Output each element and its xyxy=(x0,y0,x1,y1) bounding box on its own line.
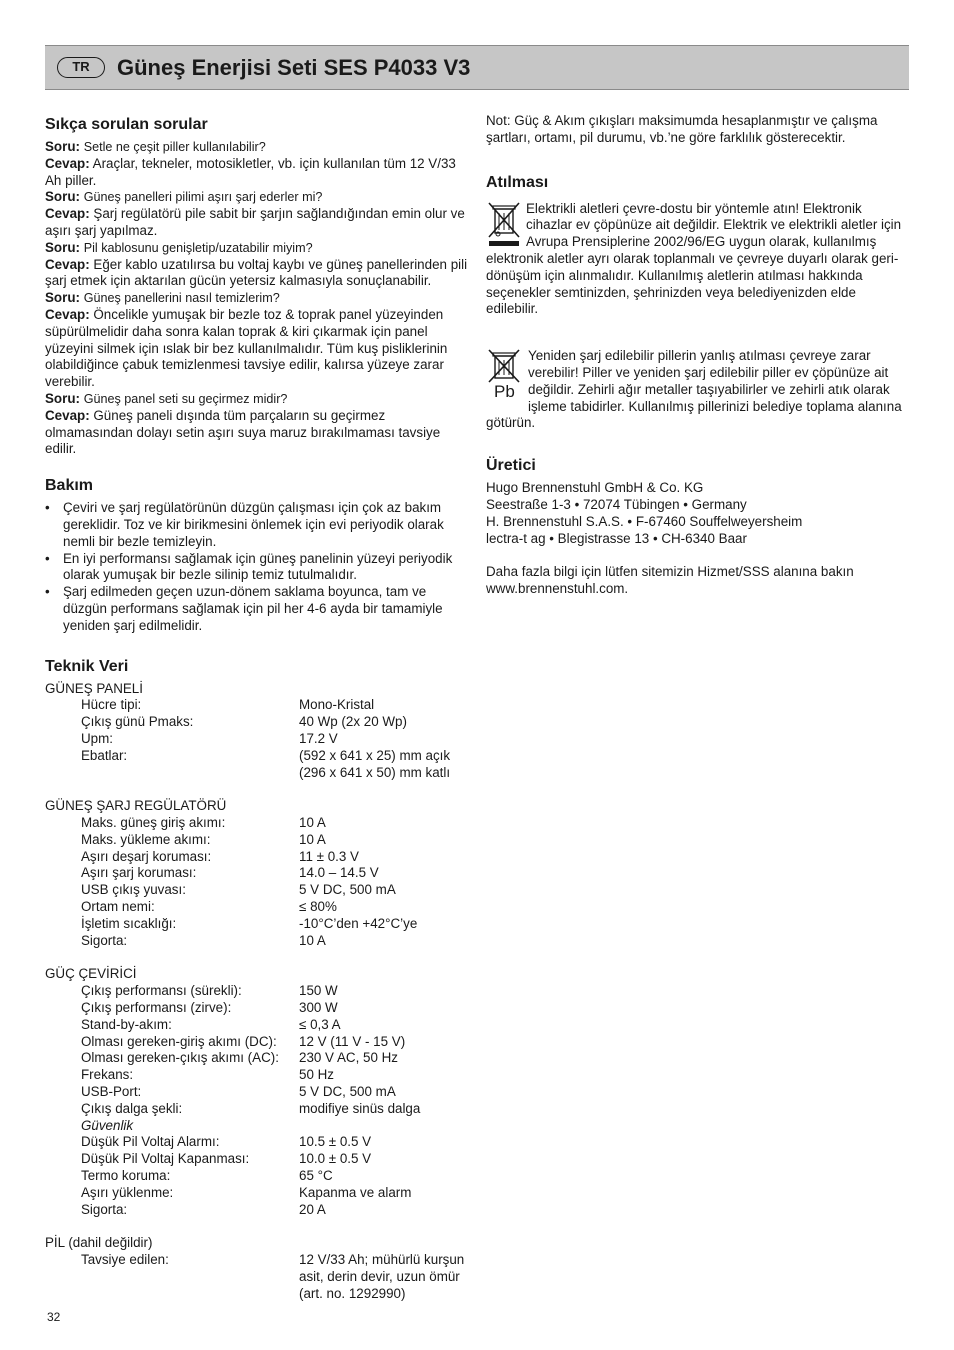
spec-row xyxy=(45,731,470,748)
faq-heading: Sıkça sorulan sorular xyxy=(45,116,208,133)
question-label: Soru: xyxy=(45,189,80,205)
spec-value: Kapanma ve alarm xyxy=(299,1184,412,1200)
spec-row xyxy=(45,832,470,849)
faq-question xyxy=(45,290,470,307)
spec-row xyxy=(45,1252,470,1302)
spec-value: ≤ 80% xyxy=(299,899,337,915)
spec-key: Olması gereken-çıkış akımı (AC): xyxy=(81,1050,279,1066)
spec-value: 10 A xyxy=(299,831,326,847)
more-info-text: Daha fazla bilgi için lütfen sitemizin Hizmet/SSS alanına bakın www.brennenstuhl.com. xyxy=(486,564,854,597)
answer-text: Araçlar, tekneler, motosikletler, vb. için kullanılan tüm 12 V/33 Ah piller. xyxy=(45,155,456,188)
spec-value: 5 V DC, 500 mA xyxy=(299,882,396,898)
spec-value: Mono-Kristal xyxy=(299,697,375,713)
spec-value: 20 A xyxy=(299,1201,326,1217)
answer-label: Cevap: xyxy=(45,407,90,423)
spec-row xyxy=(45,1101,470,1118)
spec-row xyxy=(45,1202,470,1219)
tech-heading: Teknik Veri xyxy=(45,657,129,675)
spec-key: Termo koruma: xyxy=(81,1168,171,1184)
spec-key: Aşırı yüklenme: xyxy=(81,1184,174,1200)
spec-value: 10 A xyxy=(299,815,326,831)
spec-value: 12 V/33 Ah; mühürlü kurşun asit, derin devir, uzun ömür (art. no. 1292990) xyxy=(299,1252,465,1301)
answer-text: Öncelikle yumuşak bir bezle toz & toprak panel yüzeyinden süpürülmelidir daha sonra kalan toprak & kiri çıkarmak için panel yüzeyini silmek için ıslak bir bez kullanılmalıdır. Tüm kuş pisliklerinin olabildiğince çabuk temizlenmesi tavsiye edilir, kalırsa yüzeye zarar verebilir. xyxy=(45,306,448,390)
faq-answer xyxy=(45,156,470,190)
spec-key xyxy=(45,765,299,782)
spec-row xyxy=(45,983,470,1000)
question-label: Soru: xyxy=(45,390,80,406)
manufacturer-address xyxy=(486,480,910,547)
page-header xyxy=(45,45,909,90)
spec-value: (296 x 641 x 50) mm katlı xyxy=(299,764,451,780)
spec-value: (592 x 641 x 25) mm açık xyxy=(299,747,451,763)
question-text: Güneş panellerini nasıl temizlerim? xyxy=(83,291,280,306)
maintenance-list xyxy=(45,500,470,634)
question-text: Güneş panelleri pilimi aşırı şarj ederler mi? xyxy=(83,190,323,205)
answer-label: Cevap: xyxy=(45,206,90,222)
address-line: lectra-t ag • Blegistrasse 13 • CH-6340 Baar xyxy=(486,530,747,546)
spec-value: ≤ 0,3 A xyxy=(299,1016,341,1032)
question-label: Soru: xyxy=(45,139,80,154)
spec-key: Upm: xyxy=(81,730,113,746)
spec-row xyxy=(45,849,470,866)
address-line: Hugo Brennenstuhl GmbH & Co. KG xyxy=(486,480,704,496)
spec-key: Stand-by-akım: xyxy=(81,1016,172,1032)
spec-key: Düşük Pil Voltaj Alarmı: xyxy=(81,1134,220,1150)
spec-row xyxy=(45,1017,470,1034)
spec-row xyxy=(45,714,470,731)
faq-answer xyxy=(45,257,470,291)
faq-question xyxy=(45,240,470,257)
spec-group-title: PİL (dahil değildir) xyxy=(45,1235,153,1251)
spec-value: 17.2 V xyxy=(299,730,338,746)
spec-value: -10°C’den +42°C’ye xyxy=(299,915,418,931)
weee-block xyxy=(486,201,910,319)
spec-group-title: GÜÇ ÇEVİRİCİ xyxy=(45,966,137,982)
address-line: H. Brennenstuhl S.A.S. • F-67460 Souffelweyersheim xyxy=(486,513,803,529)
maintenance-item: • Şarj edilmeden geçen uzun-dönem saklama boyunca, tam ve düzgün performans sağlamak için pil her 4-6 ayda bir tamamiyle yeniden şarj edilmelidir. xyxy=(45,584,470,634)
spec-key: Olması gereken-giriş akımı (DC): xyxy=(81,1033,277,1049)
left-column xyxy=(45,115,470,1303)
maintenance-item: • En iyi performansı sağlamak için güneş panelinin yüzeyi periyodik olarak yumuşak bir bezle silinip temiz tutulmalıdır. xyxy=(45,551,470,585)
answer-text: Şarj regülatörü pile sabit bir şarjın sağlandığından emin olur ve aşırı şarj yapılmaz. xyxy=(45,206,465,238)
question-text: Setle ne çeşit piller kullanılabilir? xyxy=(83,140,266,154)
spec-row xyxy=(45,1168,470,1185)
spec-key: Aşırı şarj koruması: xyxy=(81,865,197,881)
answer-text: Eğer kablo uzatılırsa bu voltaj kaybı ve güneş panellerinden pili şarj etmek için aktarılan gücün yetersiz kalmasıyla sonuçlanabilir. xyxy=(45,256,468,289)
spec-row xyxy=(45,882,470,899)
spec-key: Aşırı deşarj koruması: xyxy=(81,848,212,864)
spec-value: 12 V (11 V - 15 V) xyxy=(299,1033,406,1049)
question-label: Soru: xyxy=(45,290,80,306)
note-text: Not: Güç & Akım çıkışları maksimumda hesaplanmıştır ve çalışma şartları, ortamı, pil durumu, vb.’ne göre farklılık gösterecektir. xyxy=(486,113,878,145)
spec-row xyxy=(45,697,470,714)
spec-value: 150 W xyxy=(299,983,338,999)
spec-row xyxy=(45,916,470,933)
spec-value: 10 A xyxy=(299,932,326,948)
spec-key: Maks. güneş giriş akımı: xyxy=(81,815,226,831)
faq-question xyxy=(45,391,470,408)
maintenance-item: • Çeviri ve şarj regülatörünün düzgün çalışması için çok az bakım gereklidir. Toz ve kir birikmesini önlemek için evi periyodik olarak nemli bir bezle temizleyin. xyxy=(45,500,470,550)
spec-key: Sigorta: xyxy=(81,1201,128,1217)
spec-subtitle: Güvenlik xyxy=(81,1117,134,1133)
spec-key: Ebatlar: xyxy=(81,747,128,763)
faq-answer xyxy=(45,408,470,458)
faq-answer xyxy=(45,307,470,391)
spec-row xyxy=(45,1151,470,1168)
spec-key: Maks. yükleme akımı: xyxy=(81,831,211,847)
spec-value: modifiye sinüs dalga xyxy=(299,1100,421,1116)
question-text: Pil kablosunu genişletip/uzatabilir miyim? xyxy=(83,240,313,255)
spec-value: 5 V DC, 500 mA xyxy=(299,1084,396,1100)
spec-row xyxy=(45,1084,470,1101)
spec-value: 10.5 ± 0.5 V xyxy=(299,1134,372,1150)
faq-list xyxy=(45,139,470,458)
spec-value: 300 W xyxy=(299,1000,338,1016)
spec-key: Çıkış günü Pmaks: xyxy=(81,714,194,730)
question-text: Güneş panel seti su geçirmez midir? xyxy=(83,391,288,406)
spec-value: 11 ± 0.3 V xyxy=(299,848,359,864)
spec-key: Tavsiye edilen: xyxy=(81,1252,169,1268)
manufacturer-heading: Üretici xyxy=(486,457,536,475)
spec-value: 65 °C xyxy=(299,1168,333,1184)
spec-key: USB-Port: xyxy=(81,1084,142,1100)
answer-text: Güneş paneli dışında tüm parçaların su geçirmez olmamasından dolayı setin aşırı suya maruz bırakılmaması tavsiye edilir. xyxy=(45,407,441,457)
battery-disposal-text: Yeniden şarj edilebilir pillerin yanlış atılması çevreye zarar verebilir! Piller ve yeniden şarj edilebilir piller ev çöpünüze ait değildir. Zehirli ağır metaller taşıyabilirler ve zehirli atık olarak işleme tabidirler. Kullanılmış pillerinizi belediye toplama alanına götürün. xyxy=(486,348,902,431)
spec-key: Çıkış performansı (zirve): xyxy=(81,1000,232,1016)
spec-value: 40 Wp (2x 20 Wp) xyxy=(299,714,407,730)
spec-row xyxy=(45,748,470,765)
faq-question xyxy=(45,139,470,156)
spec-row xyxy=(45,933,470,950)
spec-row xyxy=(45,865,470,882)
spec-value: 10.0 ± 0.5 V xyxy=(299,1151,372,1167)
page-number: 32 xyxy=(47,1310,61,1324)
crossed-bin-icon xyxy=(486,201,524,245)
spec-row xyxy=(45,765,470,782)
answer-label: Cevap: xyxy=(45,306,90,322)
spec-group-title: GÜNEŞ ŞARJ REGÜLATÖRÜ xyxy=(45,798,227,814)
spec-key: USB çıkış yuvası: xyxy=(81,882,186,898)
spec-key: Çıkış dalga şekli: xyxy=(81,1100,183,1116)
spec-row xyxy=(45,1067,470,1084)
tech-specs xyxy=(45,681,470,1303)
spec-key: İşletim sıcaklığı: xyxy=(81,915,177,931)
pb-label: Pb xyxy=(494,382,515,402)
crossed-bin-pb-icon xyxy=(486,348,526,408)
disposal-heading: Atılması xyxy=(486,173,549,191)
spec-value: 50 Hz xyxy=(299,1067,334,1083)
spec-row xyxy=(45,815,470,832)
address-line: Seestraße 1-3 • 72074 Tübingen • Germany xyxy=(486,496,747,512)
battery-disposal-block xyxy=(486,348,910,432)
answer-label: Cevap: xyxy=(45,256,90,272)
right-column xyxy=(486,113,910,598)
spec-row xyxy=(45,1000,470,1017)
spec-value: 230 V AC, 50 Hz xyxy=(299,1050,398,1066)
spec-key: Çıkış performansı (sürekli): xyxy=(81,983,242,999)
page-title: Güneş Enerjisi Seti SES P4033 V3 xyxy=(117,55,471,80)
spec-key: Sigorta: xyxy=(81,932,128,948)
maintenance-heading: Bakım xyxy=(45,477,94,495)
faq-question xyxy=(45,189,470,206)
spec-row xyxy=(45,899,470,916)
weee-text: Elektrikli aletleri çevre-dostu bir yöntemle atın! Elektronik cihazlar ev çöpünüze ait değildir. Elektrik ve elektrikli aletler için Avrupa Prensiplerine 2002/96/EG uygun olarak, kullanılmış elektronik aletler ayrı olarak toplanmalı ve çevreye duyarlı olarak geri-dönüşüm için alınmalıdır. Kullanılmış aletlerin atılması hakkında seçenekler semtinizden, şehrinizden veya belediyenizden elde edilebilir. xyxy=(486,200,902,317)
faq-answer xyxy=(45,206,470,240)
spec-value: 14.0 – 14.5 V xyxy=(299,865,379,881)
language-badge: TR xyxy=(57,57,105,78)
spec-row xyxy=(45,1034,470,1051)
spec-group-title: GÜNEŞ PANELİ xyxy=(45,680,143,696)
spec-key: Ortam nemi: xyxy=(81,899,155,915)
spec-row xyxy=(45,1134,470,1151)
spec-key: Hücre tipi: xyxy=(81,697,142,713)
spec-key: Frekans: xyxy=(81,1067,134,1083)
spec-row xyxy=(45,1050,470,1067)
spec-row xyxy=(45,1185,470,1202)
spec-key: Düşük Pil Voltaj Kapanması: xyxy=(81,1151,250,1167)
answer-label: Cevap: xyxy=(45,155,90,171)
question-label: Soru: xyxy=(45,239,80,255)
